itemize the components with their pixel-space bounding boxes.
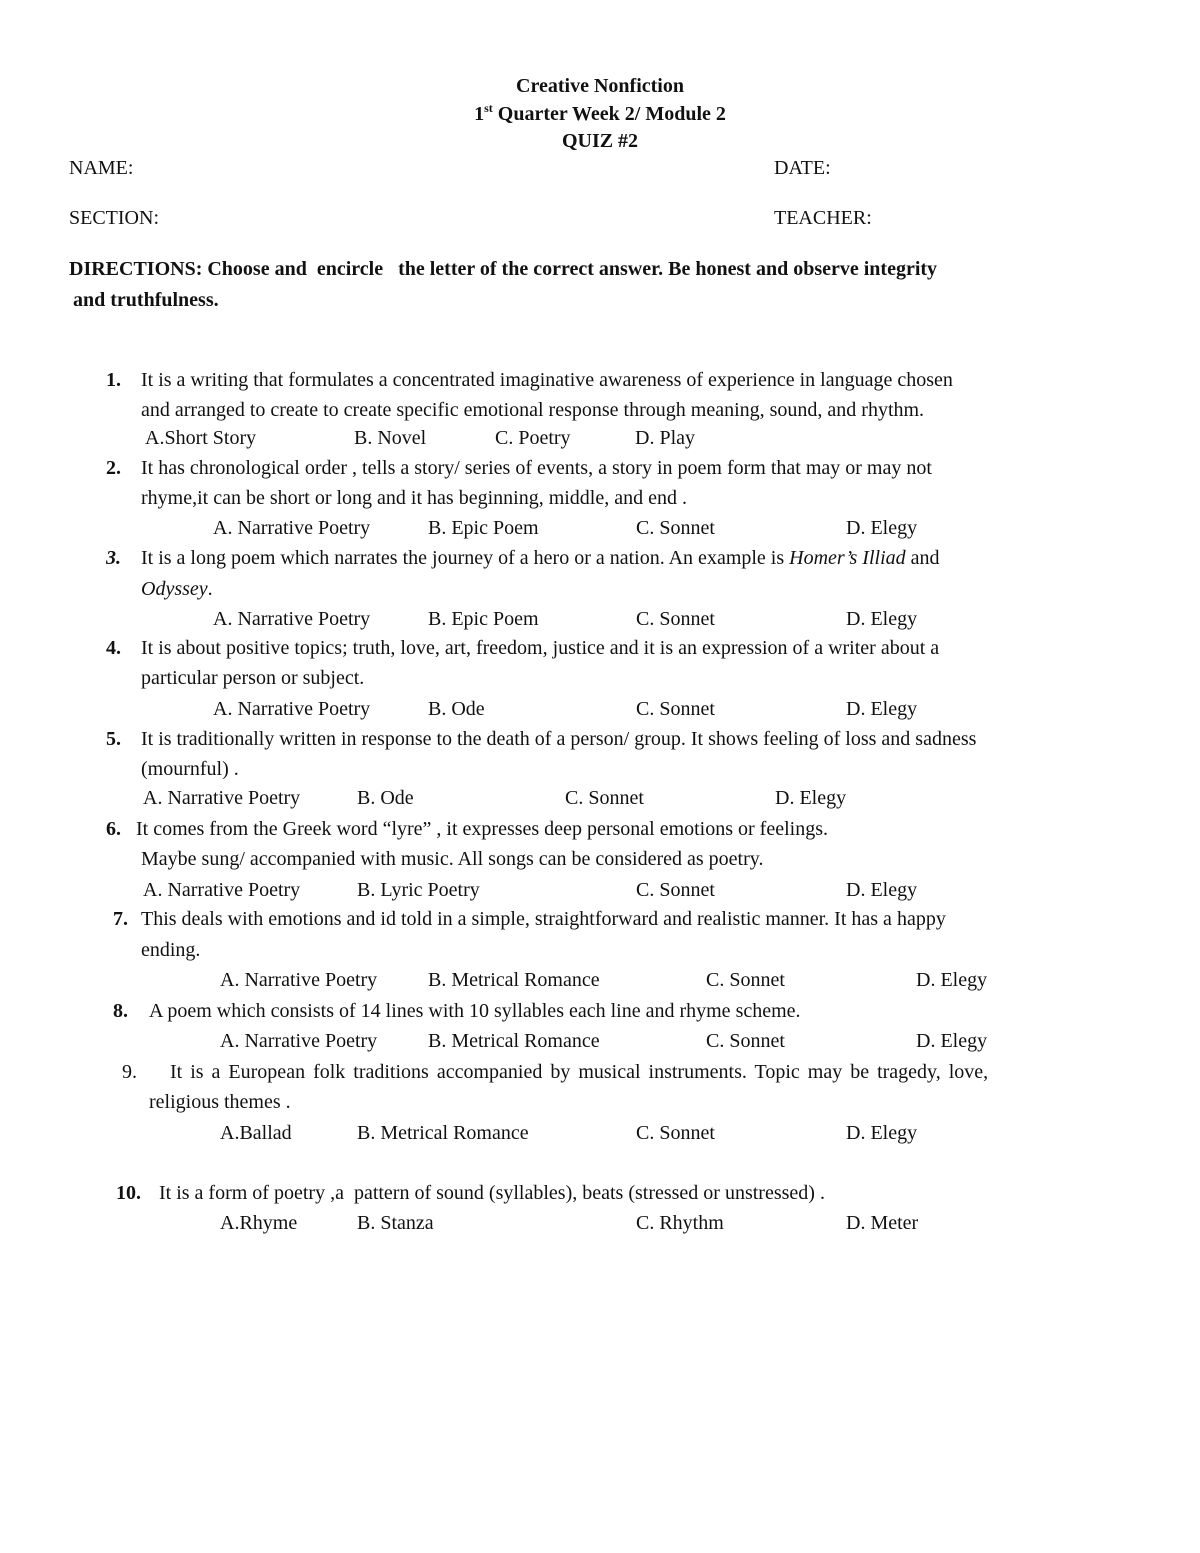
- choice-a[interactable]: A. Narrative Poetry: [143, 879, 301, 901]
- question-number: 8.: [113, 1000, 128, 1022]
- choice-b[interactable]: B. Epic Poem: [428, 608, 539, 630]
- quarter-text: Quarter Week 2/ Module 2: [492, 103, 726, 125]
- question-number: 4.: [106, 637, 121, 659]
- quarter-number: 1: [474, 103, 485, 125]
- date-field-label: DATE:: [774, 157, 831, 179]
- choice-d[interactable]: D. Elegy: [775, 787, 847, 809]
- choice-b[interactable]: B. Stanza: [357, 1212, 434, 1234]
- question-text-line: A poem which consists of 14 lines with 10 syllables each line and rhyme scheme.: [149, 1000, 801, 1022]
- quarter-ordinal: st: [484, 101, 493, 115]
- choice-c[interactable]: C. Sonnet: [636, 698, 715, 720]
- section-field-label: SECTION:: [69, 207, 159, 229]
- directions-line-1: DIRECTIONS: Choose and encircle the letter of the correct answer. Be honest and observe integrity: [69, 258, 938, 280]
- choice-d[interactable]: D. Elegy: [916, 1030, 988, 1052]
- choice-b[interactable]: B. Epic Poem: [428, 517, 539, 539]
- choice-d[interactable]: D. Elegy: [846, 1122, 918, 1144]
- question-text-line: It comes from the Greek word “lyre” , it expresses deep personal emotions or feelings.: [136, 818, 828, 840]
- choice-a[interactable]: A. Narrative Poetry: [213, 517, 371, 539]
- teacher-field-label: TEACHER:: [774, 207, 872, 229]
- question-text: and: [905, 547, 940, 569]
- question-text-italic: Homer’s Illiad: [789, 547, 906, 569]
- question-text-line: [141, 579, 213, 599]
- question-number: 1.: [106, 369, 121, 391]
- quarter-line: [0, 101, 1200, 125]
- choice-c[interactable]: C. Sonnet: [636, 608, 715, 630]
- choice-b[interactable]: B. Metrical Romance: [357, 1122, 529, 1144]
- question-text-line: (mournful) .: [141, 758, 239, 780]
- choice-c[interactable]: C. Sonnet: [636, 879, 715, 901]
- choice-c[interactable]: C. Sonnet: [565, 787, 644, 809]
- question-text-line: It is traditionally written in response to the death of a person/ group. It shows feeling of loss and sadness: [141, 728, 977, 750]
- question-text-line: religious themes .: [149, 1091, 291, 1113]
- question-number: 6.: [106, 818, 121, 840]
- choice-c[interactable]: C. Sonnet: [636, 517, 715, 539]
- choice-c[interactable]: C. Sonnet: [706, 1030, 785, 1052]
- choice-d[interactable]: D. Elegy: [846, 879, 918, 901]
- directions-line-2: and truthfulness.: [73, 289, 219, 311]
- choice-a[interactable]: A.Short Story: [145, 427, 257, 449]
- question-number: 7.: [113, 908, 128, 930]
- document-title: Creative Nonfiction: [516, 75, 684, 97]
- choice-a[interactable]: A.Ballad: [220, 1122, 292, 1144]
- question-text-line: [141, 548, 940, 568]
- question-text-line: It has chronological order , tells a story/ series of events, a story in poem form that may or may not: [141, 457, 932, 479]
- choice-a[interactable]: A. Narrative Poetry: [220, 1030, 378, 1052]
- choice-c[interactable]: C. Sonnet: [706, 969, 785, 991]
- question-text-italic: Odyssey: [141, 578, 208, 600]
- question-text: .: [207, 578, 213, 600]
- choice-d[interactable]: D. Elegy: [846, 517, 918, 539]
- question-text-line: It is a writing that formulates a concentrated imaginative awareness of experience in language chosen: [141, 369, 953, 391]
- question-text-line: It is about positive topics; truth, love, art, freedom, justice and it is an expression of a writer about a: [141, 637, 940, 659]
- question-number: 3.: [106, 547, 121, 569]
- choice-a[interactable]: A. Narrative Poetry: [213, 608, 371, 630]
- choice-d[interactable]: D. Elegy: [846, 608, 918, 630]
- choice-b[interactable]: B. Metrical Romance: [428, 1030, 600, 1052]
- choice-b[interactable]: B. Ode: [357, 787, 414, 809]
- choice-a[interactable]: A.Rhyme: [220, 1212, 298, 1234]
- choice-a[interactable]: A. Narrative Poetry: [220, 969, 378, 991]
- choice-a[interactable]: A. Narrative Poetry: [143, 787, 301, 809]
- choice-c[interactable]: C. Rhythm: [636, 1212, 724, 1234]
- choice-b[interactable]: B. Metrical Romance: [428, 969, 600, 991]
- question-text-line: ending.: [141, 939, 201, 961]
- question-text-line: and arranged to create to create specific emotional response through meaning, sound, and rhythm.: [141, 399, 925, 421]
- question-text: It is a long poem which narrates the journey of a hero or a nation. An example is: [141, 547, 790, 569]
- choice-b[interactable]: B. Lyric Poetry: [357, 879, 480, 901]
- question-number: 9.: [122, 1061, 137, 1083]
- choice-d[interactable]: D. Meter: [846, 1212, 919, 1234]
- question-text-line: It is a form of poetry ,a pattern of sound (syllables), beats (stressed or unstressed) .: [159, 1182, 825, 1204]
- choice-b[interactable]: B. Novel: [354, 427, 427, 449]
- choice-b[interactable]: B. Ode: [428, 698, 485, 720]
- question-text-line: This deals with emotions and id told in a simple, straightforward and realistic manner. It has a happy: [141, 908, 946, 930]
- question-number: 10.: [116, 1182, 141, 1204]
- question-number: 5.: [106, 728, 121, 750]
- question-text-line: It is a European folk traditions accompanied by musical instruments. Topic may be tragedy, love,: [170, 1061, 989, 1083]
- question-number: 2.: [106, 457, 121, 479]
- name-field-label: NAME:: [69, 157, 134, 179]
- question-text-line: Maybe sung/ accompanied with music. All songs can be considered as poetry.: [141, 848, 764, 870]
- choice-a[interactable]: A. Narrative Poetry: [213, 698, 371, 720]
- choice-d[interactable]: D. Elegy: [916, 969, 988, 991]
- question-text-line: rhyme,it can be short or long and it has beginning, middle, and end .: [141, 487, 687, 509]
- question-text-line: particular person or subject.: [141, 667, 365, 689]
- choice-d[interactable]: D. Elegy: [846, 698, 918, 720]
- choice-c[interactable]: C. Poetry: [495, 427, 571, 449]
- quiz-title: QUIZ #2: [561, 130, 639, 152]
- choice-d[interactable]: D. Play: [635, 427, 695, 449]
- choice-c[interactable]: C. Sonnet: [636, 1122, 715, 1144]
